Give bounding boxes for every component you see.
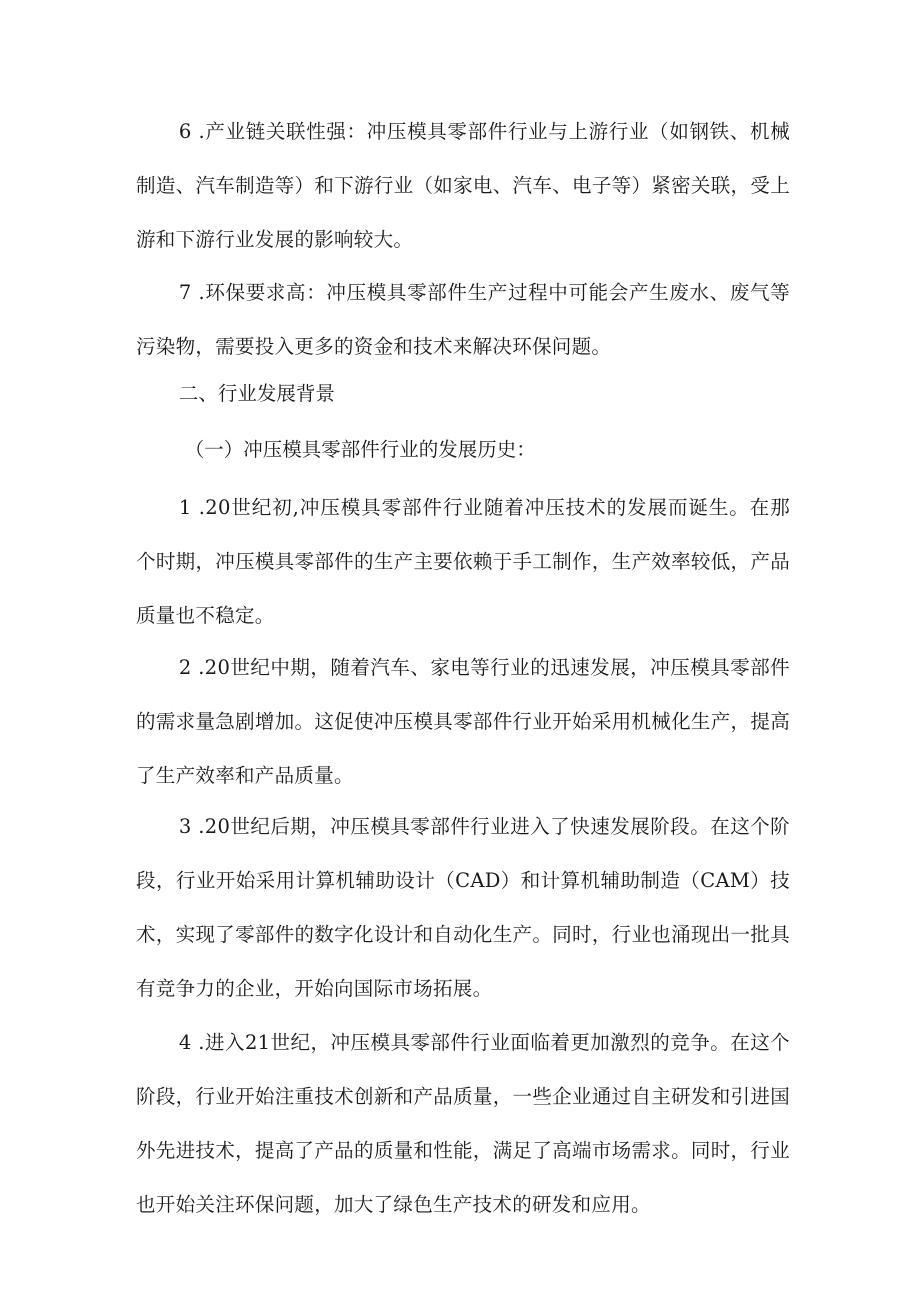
paragraph-history-3: 3 .20世纪后期，冲压模具零部件行业进入了快速发展阶段。在这个阶段，行业开始采用计算机辅助设计（CAD）和计算机辅助制造（CAM）技术，实现了零部件的数字化设计和自动化生产。同时，行业也涌现出一批具有竞争力的企业，开始向国际市场拓展。 [136, 815, 790, 1000]
section-heading: 二、行业发展背景 [178, 382, 335, 405]
paragraph-item-7: 7 .环保要求高：冲压模具零部件生产过程中可能会产生废水、废气等污染物，需要投入更多的资金和技术来解决环保问题。 [136, 281, 790, 358]
paragraph-item-6: 6 .产业链关联性强：冲压模具零部件行业与上游行业（如钢铁、机械制造、汽车制造等）和下游行业（如家电、汽车、电子等）紧密关联，受上游和下游行业发展的影响较大。 [136, 120, 790, 251]
paragraph-history-2: 2 .20世纪中期，随着汽车、家电等行业的迅速发展，冲压模具零部件的需求量急剧增加。这促使冲压模具零部件行业开始采用机械化生产，提高了生产效率和产品质量。 [136, 656, 790, 787]
paragraph-history-1: 1 .20世纪初,冲压模具零部件行业随着冲压技术的发展而诞生。在那个时期，冲压模具零部件的生产主要依赖于手工制作，生产效率较低，产品质量也不稳定。 [136, 496, 790, 627]
sub-heading: （一）冲压模具零部件行业的发展历史： [184, 438, 536, 461]
paragraph-history-4: 4 .进入21世纪，冲压模具零部件行业面临着更加激烈的竞争。在这个阶段，行业开始注重技术创新和产品质量，一些企业通过自主研发和引进国外先进技术，提高了产品的质量和性能，满足了高端市场需求。同时，行业也开始关注环保问题，加大了绿色生产技术的研发和应用。 [136, 1031, 790, 1216]
